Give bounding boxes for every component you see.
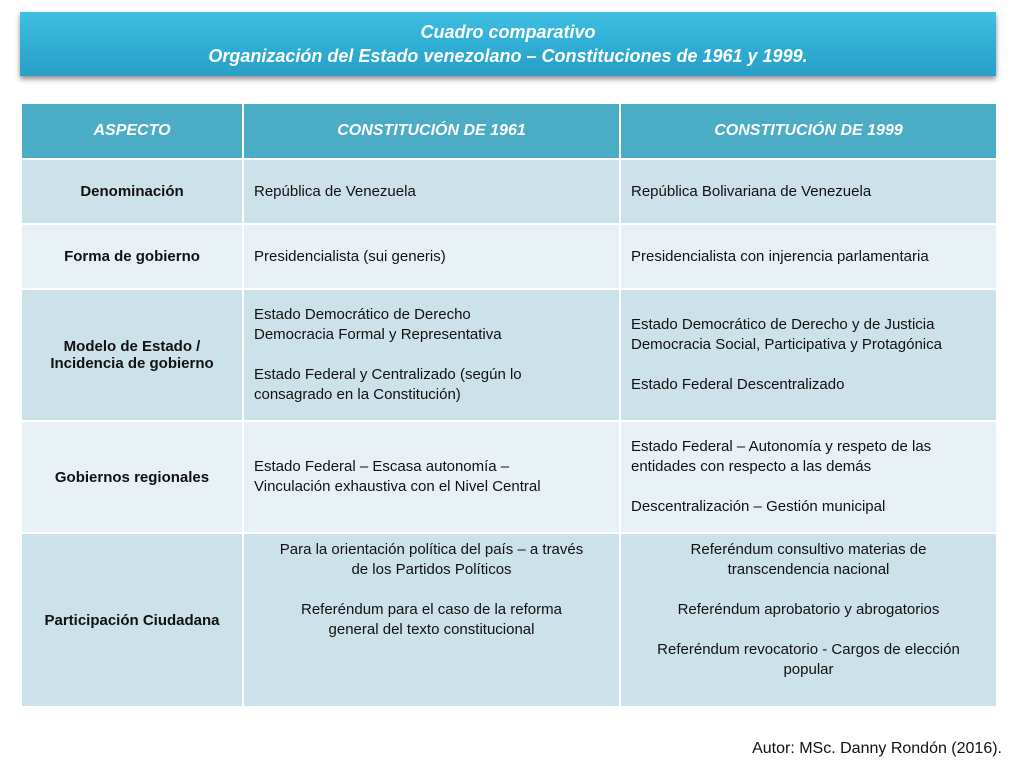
cell-1961 <box>243 533 620 707</box>
cell-text: Referéndum revocatorio - Cargos de elección <box>657 641 960 658</box>
cell-1961 <box>243 159 620 224</box>
cell-1999 <box>620 533 997 707</box>
column-header-aspecto: ASPECTO <box>21 103 243 159</box>
table-row <box>21 224 997 289</box>
cell-text: Democracia Social, Participativa y Protagónica <box>631 336 942 353</box>
cell-1999 <box>620 289 997 421</box>
cell-text: entidades con respecto a las demás <box>631 458 872 475</box>
cell-1961 <box>243 421 620 533</box>
cell-text: República de Venezuela <box>254 182 416 200</box>
spacer <box>254 580 609 600</box>
table-row <box>21 533 997 707</box>
aspect-cell: Denominación <box>21 159 243 224</box>
author-credit: Autor: MSc. Danny Rondón (2016). <box>752 740 1002 757</box>
cell-text: Descentralización – Gestión municipal <box>631 498 886 515</box>
cell-text: Para la orientación política del país – a través <box>279 541 584 558</box>
aspect-cell <box>21 289 243 421</box>
spacer <box>631 355 986 375</box>
cell-text: consagrado en la Constitución) <box>254 386 461 403</box>
spacer <box>631 477 986 497</box>
aspect-cell: Gobiernos regionales <box>21 421 243 533</box>
spacer <box>254 345 609 365</box>
title-banner <box>20 12 996 76</box>
cell-text: general del texto constitucional <box>328 621 535 638</box>
cell-text: transcendencia nacional <box>727 561 890 578</box>
cell-text: Referéndum para el caso de la reforma <box>301 601 562 618</box>
cell-text: de los Partidos Políticos <box>351 561 512 578</box>
cell-1999 <box>620 159 997 224</box>
cell-text: Estado Democrático de Derecho y de Justicia <box>631 316 935 333</box>
cell-text: Vinculación exhaustiva con el Nivel Central <box>254 478 541 495</box>
aspect-cell: Forma de gobierno <box>21 224 243 289</box>
cell-text: República Bolivariana de Venezuela <box>631 182 872 200</box>
cell-text: Estado Democrático de Derecho <box>254 306 471 323</box>
cell-text: Referéndum aprobatorio y abrogatorios <box>677 601 940 618</box>
cell-text: Estado Federal Descentralizado <box>631 376 845 393</box>
cell-text: Estado Federal y Centralizado (según lo <box>254 366 522 383</box>
spacer <box>631 580 986 600</box>
table-row <box>21 421 997 533</box>
cell-1999 <box>620 224 997 289</box>
cell-1961 <box>243 224 620 289</box>
cell-text: Estado Federal – Autonomía y respeto de las <box>631 438 932 455</box>
comparison-table <box>20 102 998 708</box>
aspect-cell: Participación Ciudadana <box>21 533 243 707</box>
table-row <box>21 289 997 421</box>
column-header-1999: CONSTITUCIÓN DE 1999 <box>620 103 997 159</box>
spacer <box>631 620 986 640</box>
cell-text: Referéndum consultivo materias de <box>690 541 927 558</box>
cell-text: Estado Federal – Escasa autonomía – <box>254 458 510 475</box>
aspect-text: Incidencia de gobierno <box>50 355 214 372</box>
cell-text: Democracia Formal y Representativa <box>254 326 502 343</box>
table-row <box>21 159 997 224</box>
cell-text: Presidencialista (sui generis) <box>254 247 446 265</box>
table-header-row <box>21 103 997 159</box>
cell-1999 <box>620 421 997 533</box>
aspect-text: Modelo de Estado / <box>63 338 201 355</box>
cell-text: popular <box>783 661 834 678</box>
column-header-1961: CONSTITUCIÓN DE 1961 <box>243 103 620 159</box>
page-title: Cuadro comparativo <box>420 22 596 42</box>
cell-text: Presidencialista con injerencia parlamentaria <box>631 247 929 265</box>
cell-1961 <box>243 289 620 421</box>
page-subtitle: Organización del Estado venezolano – Constituciones de 1961 y 1999. <box>208 46 808 66</box>
